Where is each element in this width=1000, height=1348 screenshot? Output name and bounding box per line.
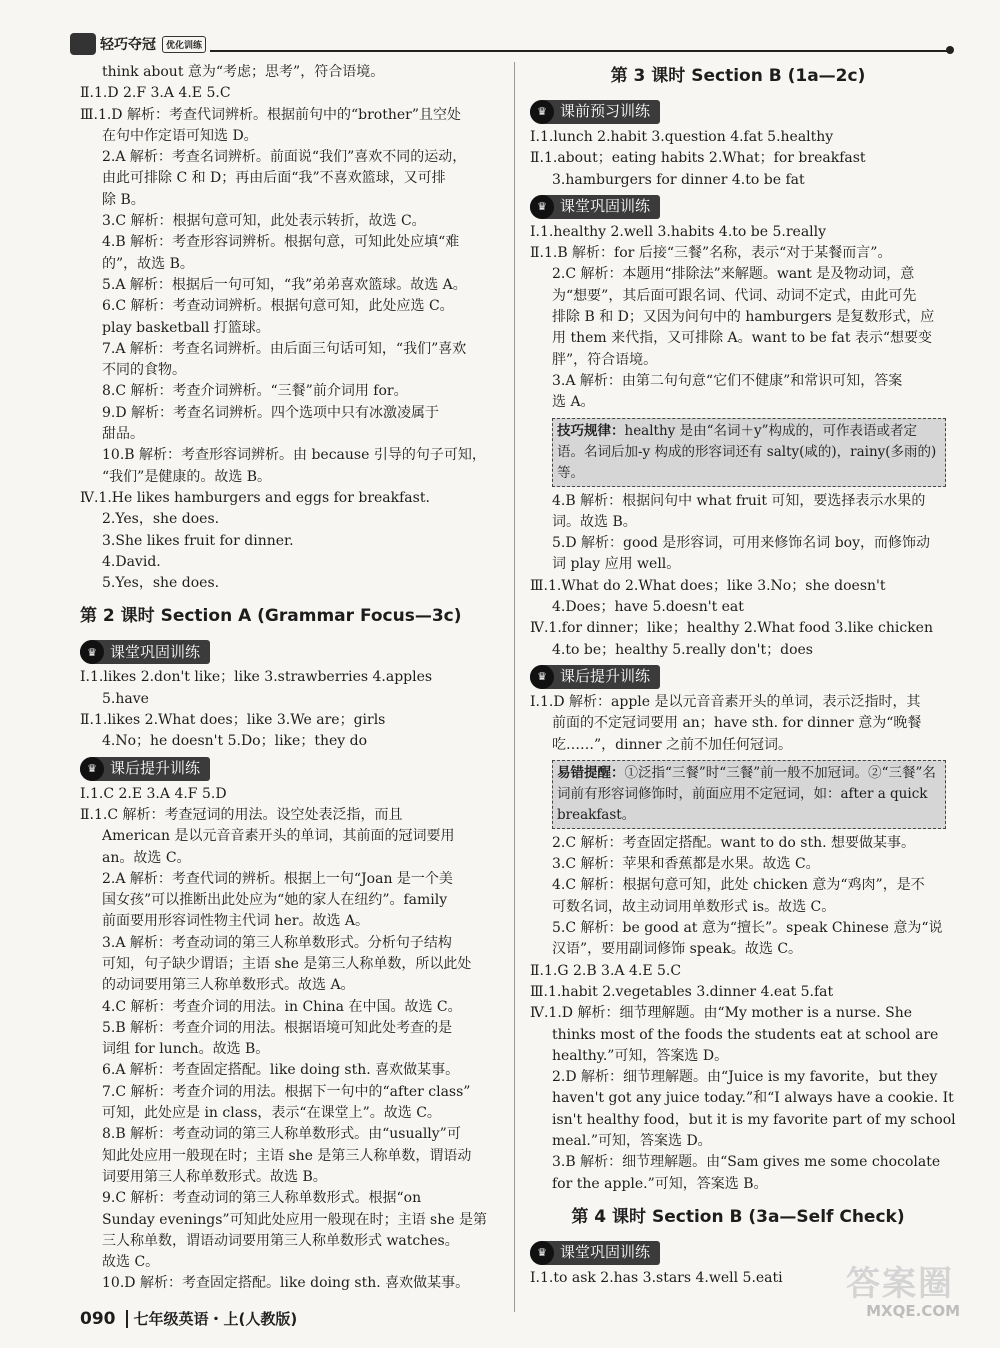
answer-line: 不同的食物。 <box>102 362 186 379</box>
answer-line: 2.A 解析：考查名词辨析。前面说“我们”喜欢不同的运动， <box>102 149 467 166</box>
answer-line: Ⅳ.1.for dinner；like；healthy 2.What food 3.like chicken <box>530 620 933 637</box>
answer-line: 排除 B 和 D；又因为问句中的 hamburgers 是复数形式，应 <box>552 309 935 326</box>
answer-line: 7.A 解析：考查名词辨析。由后面三句话可知，“我们”喜欢 <box>102 340 467 357</box>
brand-badge-icon <box>70 33 96 55</box>
answer-line: 的动词要用第三人称单数形式。故选 A。 <box>102 977 355 994</box>
answer-line: 词组 for lunch。故选 B。 <box>102 1041 270 1058</box>
answer-line: Ⅳ.1.He likes hamburgers and eggs for breakfast. <box>80 489 430 506</box>
answer-line: 3.C 解析：苹果和香蕉都是水果。故选 C。 <box>552 856 820 873</box>
answer-line: 3.A 解析：由第二句句意“它们不健康”和常识可知，答案 <box>552 372 903 389</box>
practice-pill <box>80 640 210 664</box>
answer-line: 8.B 解析：考查动词的第三人称单数形式。由“usually”可 <box>102 1126 461 1143</box>
pill-label: 课堂巩固训练 <box>560 197 651 216</box>
pill-label: 课前预习训练 <box>560 102 651 121</box>
crown-icon: ♛ <box>80 640 104 664</box>
answer-line: Ⅱ.1.D 2.F 3.A 4.E 5.C <box>80 85 231 102</box>
tip-text: healthy 是由“名词＋y”构成的，可作表语或者定语。名词后加-y 构成的形容词还有 salty(咸的)，rainy(多雨的)等。 <box>557 422 937 481</box>
answer-line: Sunday evenings”可知此处应用一般现在时；主语 she 是第 <box>102 1211 487 1228</box>
answer-line: American 是以元音音素开头的单词，其前面的冠词要用 <box>102 828 455 845</box>
answer-line: Ⅲ.1.habit 2.vegetables 3.dinner 4.eat 5.fat <box>530 983 834 1000</box>
page-header <box>70 30 950 60</box>
watermark-site: MXQE.COM <box>866 1302 960 1320</box>
answer-line: Ⅱ.1.B 解析：for 后接“三餐”名称，表示“对于某餐而言”。 <box>530 245 892 262</box>
left-lines <box>80 62 498 594</box>
pill-label: 课堂巩固训练 <box>110 642 201 661</box>
answer-line: 6.A 解析：考查固定搭配。like doing sth. 喜欢做某事。 <box>102 1062 460 1079</box>
practice-pill <box>80 757 210 781</box>
crown-icon: ♛ <box>530 195 554 219</box>
answer-line: 3.She likes fruit for dinner. <box>102 532 294 549</box>
answer-line: Ⅱ.1.C 解析：考查冠词的用法。设空处表泛指，而且 <box>80 806 403 823</box>
answer-line: 除 B。 <box>102 191 145 208</box>
warning-box <box>552 760 946 829</box>
answer-line: meal.”可知，答案选 D。 <box>552 1132 712 1149</box>
answer-line: Ⅲ.1.D 解析：考查代词辨析。根据前句中的“brother”且空处 <box>80 106 461 123</box>
answer-line: 4.Does；have 5.doesn't eat <box>552 599 744 616</box>
answer-line: 用 them 来代指，又可排除 A。want to be fat 表示“想要变 <box>552 330 933 347</box>
answer-line: 3.hamburgers for dinner 4.to be fat <box>552 171 805 188</box>
answer-line: 三人称单数，谓语动词要用第三人称单数形式 watches。 <box>102 1232 459 1249</box>
answer-line: Ⅰ.1.to ask 2.has 3.stars 4.well 5.eati <box>530 1269 783 1286</box>
answer-line: 前面的不定冠词要用 an；have sth. for dinner 意为“晚餐 <box>552 715 922 732</box>
answer-line: 国女孩”可以推断出此处应为“她的家人在纽约”。family <box>102 892 448 909</box>
header-dot <box>946 46 954 54</box>
answer-line: Ⅳ.1.D 解析：细节理解题。由“My mother is a nurse. She <box>530 1005 912 1022</box>
answer-line: 7.C 解析：考查介词的用法。根据下一句中的“after class” <box>102 1083 471 1100</box>
answer-line: 胖”，符合语境。 <box>552 351 658 368</box>
left-lines-2 <box>80 667 498 752</box>
answer-line: 2.A 解析：考查代词的辨析。根据上一句“Joan 是一个美 <box>102 870 453 887</box>
crown-icon: ♛ <box>530 665 554 689</box>
answer-line: Ⅱ.1.likes 2.What does；like 3.We are；girls <box>80 712 386 729</box>
answer-line: haven't got any juice today.”和“I always have a cookie. It <box>552 1090 954 1107</box>
answer-line: 4.B 解析：考查形容词辨析。根据句意，可知此处应填“难 <box>102 234 460 251</box>
brand-logo <box>70 30 206 58</box>
answer-line: 汉语”，要用副词修饰 speak。故选 C。 <box>552 941 803 958</box>
answer-line: 在句中作定语可知选 D。 <box>102 127 258 144</box>
book-title: 七年级英语・上(人教版) <box>133 1310 298 1328</box>
answer-line: 10.D 解析：考查固定搭配。like doing sth. 喜欢做某事。 <box>102 1275 470 1292</box>
watermark-logo: 答案圈 <box>846 1264 954 1304</box>
answer-line: 3.A 解析：考查动词的第三人称单数形式。分析句子结构 <box>102 934 452 951</box>
answer-line: 吃……”，dinner 之前不加任何冠词。 <box>552 736 793 753</box>
practice-pill <box>530 1241 660 1265</box>
answer-line: an。故选 C。 <box>102 849 191 866</box>
crown-icon: ♛ <box>530 1241 554 1265</box>
answer-line: 5.A 解析：根据后一句可知，“我”弟弟喜欢篮球。故选 A。 <box>102 276 467 293</box>
page-number: 090 <box>80 1308 116 1329</box>
answer-line: 词要用第三人称单数形式。故选 B。 <box>102 1168 327 1185</box>
answer-line: 4.C 解析：根据句意可知，此处 chicken 意为“鸡肉”，是不 <box>552 877 925 894</box>
answer-line: isn't healthy food，but it is my favorite part of my school <box>552 1111 956 1128</box>
answer-line: Ⅱ.1.about；eating habits 2.What；for breakfast <box>530 150 866 167</box>
answer-line: 4.to be；healthy 5.really don't；does <box>552 641 813 658</box>
answer-line: 可知，句子缺少谓语；主语 she 是第三人称单数，所以此处 <box>102 955 472 972</box>
section-2-title: 第 2 课时 Section A (Grammar Focus—3c) <box>80 606 462 627</box>
answer-line: think about 意为“考虑；思考”，符合语境。 <box>102 64 385 80</box>
answer-line: Ⅰ.1.healthy 2.well 3.habits 4.to be 5.really <box>530 223 827 240</box>
practice-pill <box>530 100 660 124</box>
answer-line: 8.C 解析：考查介词辨析。“三餐”前介词用 for。 <box>102 383 408 400</box>
section-4-title: 第 4 课时 Section B (3a—Self Check) <box>571 1206 905 1227</box>
tip-label: 技巧规律： <box>557 422 625 439</box>
crown-icon: ♛ <box>80 757 104 781</box>
answer-line: 4.B 解析：根据问句中 what fruit 可知，要选择表示水果的 <box>552 492 926 509</box>
tip-box <box>552 418 946 487</box>
header-rule <box>210 50 950 52</box>
answer-line: 知此处应用一般现在时；主语 she 是第三人称单数，谓语动 <box>102 1147 472 1164</box>
column-divider <box>514 62 515 1312</box>
answer-line: “我们”是健康的。故选 B。 <box>102 468 272 485</box>
right-lines-4 <box>530 692 946 756</box>
answer-line: 可知，此处应是 in class，表示“在课堂上”。故选 C。 <box>102 1105 441 1122</box>
answer-line: 5.C 解析：be good at 意为“擅长”。speak Chinese 意为“说 <box>552 920 943 937</box>
answer-line: play basketball 打篮球。 <box>102 319 270 336</box>
answer-line: 9.C 解析：考查动词的第三人称单数形式。根据“on <box>102 1190 422 1207</box>
right-lines-2 <box>530 222 946 414</box>
pill-label: 课后提升训练 <box>110 758 201 777</box>
right-lines-3 <box>530 491 946 661</box>
answer-line: 由此可排除 C 和 D；再由后面“我”不喜欢篮球，又可排 <box>102 170 446 187</box>
answer-line: 3.B 解析：细节理解题。由“Sam gives me some chocolate <box>552 1154 941 1171</box>
answer-line: healthy.”可知，答案选 D。 <box>552 1047 729 1064</box>
answer-line: 甜品。 <box>102 426 144 443</box>
section-3-title: 第 3 课时 Section B (1a—2c) <box>610 66 866 86</box>
answer-line: 可数名词，故主动词用单数形式 is。故选 C。 <box>552 898 836 915</box>
answer-line: 4.No；he doesn't 5.Do；like；they do <box>102 733 368 750</box>
brand-name: 轻巧夺冠 <box>100 37 156 53</box>
warning-text: ①泛指“三餐”时“三餐”前一般不加冠词。②“三餐”名词前有形容词修饰时，前面应用不定冠词，如：after a quick breakfast。 <box>557 764 936 823</box>
answer-line: Ⅰ.1.lunch 2.habit 3.question 4.fat 5.healthy <box>530 129 834 145</box>
answer-line: 2.C 解析：本题用“排除法”来解题。want 是及物动词，意 <box>552 266 915 283</box>
answer-line: 故选 C。 <box>102 1254 160 1271</box>
warning-label: 易错提醒： <box>557 764 625 781</box>
left-column <box>80 62 498 1295</box>
answer-line: Ⅰ.1.D 解析：apple 是以元音音素开头的单词，表示泛指时，其 <box>530 693 921 710</box>
answer-line: Ⅲ.1.What do 2.What does；like 3.No；she doesn't <box>530 577 886 594</box>
answer-line: thinks most of the foods the students eat at school are <box>552 1026 939 1043</box>
answer-line: 前面要用形容词性物主代词 her。故选 A。 <box>102 913 370 930</box>
right-column <box>530 62 956 1289</box>
answer-line: 5.B 解析：考查介词的用法。根据语境可知此处考查的是 <box>102 1019 453 1036</box>
practice-pill <box>530 195 660 219</box>
brand-sub: 优化训练 <box>162 36 206 53</box>
answer-line: Ⅰ.1.likes 2.don't like；like 3.strawberries 4.apples <box>80 669 433 686</box>
answer-line: 词 play 应用 well。 <box>552 556 681 573</box>
answer-line: 5.D 解析：good 是形容词，可用来修饰名词 boy，而修饰动 <box>552 535 931 552</box>
answer-line: 为“想要”，其后面可跟名词、代词、动词不定式，由此可先 <box>552 287 917 304</box>
pill-label: 课后提升训练 <box>560 667 651 686</box>
answer-line: 2.Yes，she does. <box>102 511 220 528</box>
answer-line: 2.C 解析：考查固定搭配。want to do sth. 想要做某事。 <box>552 834 916 851</box>
right-lines-1 <box>530 127 946 191</box>
page-footer <box>80 1308 297 1329</box>
answer-line: 9.D 解析：考查名词辨析。四个选项中只有冰激凌属于 <box>102 404 440 421</box>
answer-line: Ⅱ.1.G 2.B 3.A 4.E 5.C <box>530 962 682 979</box>
answer-line: 5.have <box>102 690 149 707</box>
answer-line: 词。故选 B。 <box>552 513 637 530</box>
answer-line: 10.B 解析：考查形容词辨析。由 because 引导的句子可知， <box>102 447 486 464</box>
footer-bar <box>126 1310 128 1328</box>
answer-line: 4.David. <box>102 553 161 570</box>
answer-line: for the apple.”可知，答案选 B。 <box>552 1175 768 1192</box>
practice-pill <box>530 665 660 689</box>
answer-line: 6.C 解析：考查动词辨析。根据句意可知，此处应选 C。 <box>102 298 454 315</box>
answer-line: 3.C 解析：根据句意可知，此处表示转折，故选 C。 <box>102 213 426 230</box>
left-lines-3 <box>80 784 498 1295</box>
answer-line: 选 A。 <box>552 394 595 411</box>
answer-line: 5.Yes，she does. <box>102 575 220 592</box>
answer-line: 的”，故选 B。 <box>102 255 194 272</box>
answer-line: Ⅰ.1.C 2.E 3.A 4.F 5.D <box>80 785 227 802</box>
right-lines-5 <box>530 833 956 1195</box>
answer-line: 4.C 解析：考查介词的用法。in China 在中国。故选 C。 <box>102 998 462 1015</box>
crown-icon: ♛ <box>530 100 554 124</box>
answer-line: 2.D 解析：细节理解题。由“Juice is my favorite，but they <box>552 1069 938 1086</box>
pill-label: 课堂巩固训练 <box>560 1243 651 1262</box>
